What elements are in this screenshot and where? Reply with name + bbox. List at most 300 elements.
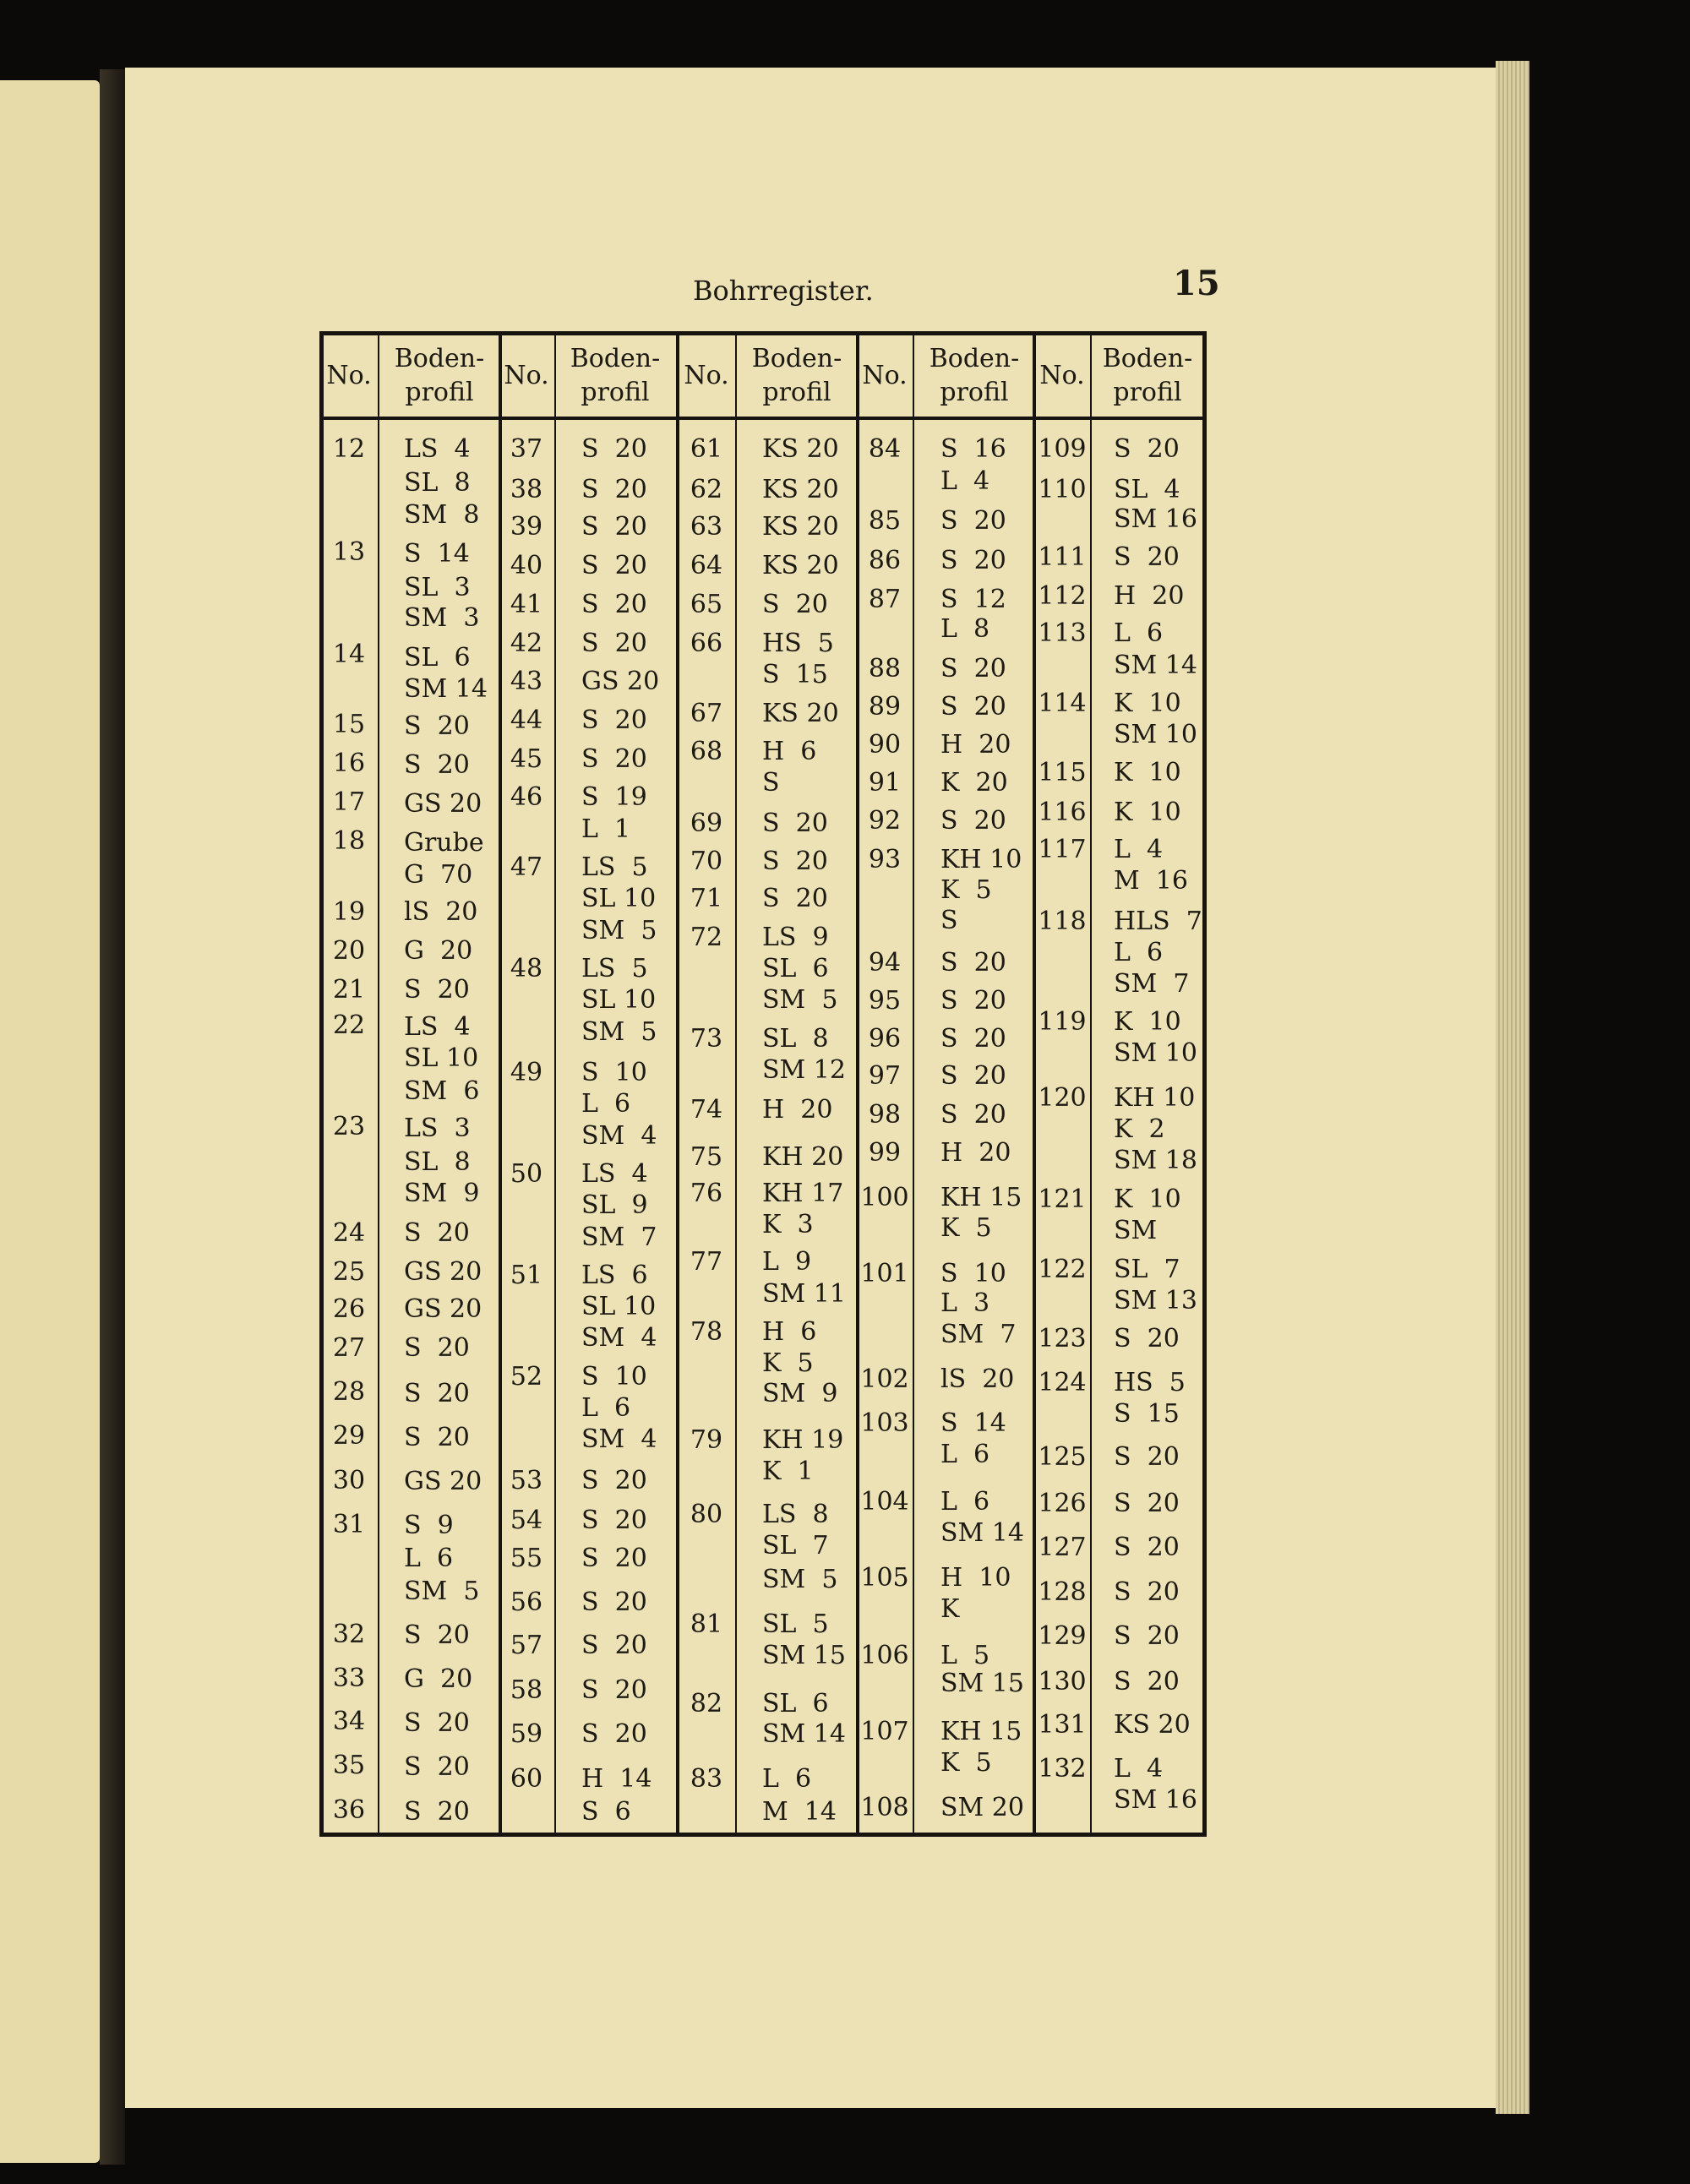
boden-profil-entry: S [940, 906, 958, 935]
bohr-number: 65 [690, 590, 723, 619]
boden-profil-entry: SM 15 [762, 1641, 846, 1670]
boden-profil-entry: K 1 [762, 1457, 814, 1486]
boden-profil-entry: S 20 [404, 711, 470, 741]
header-no: No. [862, 361, 908, 390]
boden-profil-entry: S 20 [1114, 434, 1180, 464]
boden-profil-entry: SM 5 [581, 916, 657, 945]
boden-profil-entry: K 10 [1114, 689, 1181, 718]
boden-profil-entry: L 5 [940, 1641, 990, 1670]
bohr-number: 120 [1038, 1083, 1087, 1113]
boden-profil-entry: LS 4 [404, 1012, 471, 1042]
bohr-number: 73 [690, 1024, 723, 1054]
bohr-number: 45 [510, 744, 543, 774]
bohr-number: 19 [332, 897, 366, 927]
boden-profil-entry: GS 20 [404, 789, 482, 819]
bohr-number: 43 [510, 667, 543, 696]
boden-profil-entry: LS 4 [581, 1159, 648, 1189]
bohr-number: 51 [510, 1261, 543, 1290]
boden-profil-entry: M 14 [762, 1797, 837, 1827]
bohr-number: 25 [332, 1257, 366, 1287]
boden-profil-entry: SM 4 [581, 1121, 657, 1151]
boden-profil-entry: S 20 [762, 847, 828, 876]
boden-profil-entry: SL 10 [404, 1043, 479, 1073]
boden-profil-entry: S 20 [404, 975, 470, 1005]
boden-profil-entry: K 10 [1114, 1185, 1181, 1214]
bohr-number: 17 [332, 787, 366, 817]
boden-profil-entry: SM 13 [1114, 1286, 1197, 1315]
boden-profil-entry: SL 6 [762, 1689, 829, 1718]
bohr-number: 78 [690, 1317, 723, 1347]
boden-profil-entry: H 6 [762, 737, 817, 766]
boden-profil-entry: SL 4 [1114, 475, 1180, 504]
bohr-number: 131 [1038, 1710, 1087, 1740]
boden-profil-entry: H 14 [581, 1764, 652, 1794]
boden-profil-entry: G 70 [404, 860, 473, 890]
boden-profil-entry: S 20 [404, 1752, 470, 1782]
bohr-number: 108 [860, 1793, 909, 1822]
bohr-number: 27 [332, 1333, 366, 1363]
boden-profil-entry: S 20 [940, 506, 1006, 536]
boden-profil-entry: K 5 [940, 1213, 992, 1243]
boden-profil-entry: SM 6 [404, 1076, 480, 1106]
boden-profil-entry: S 20 [1114, 542, 1180, 572]
boden-profil-entry: KS 20 [762, 434, 839, 464]
bohr-number: 132 [1038, 1754, 1087, 1784]
boden-profil-entry: SL 7 [1114, 1255, 1180, 1284]
boden-profil-entry: S 20 [581, 1544, 647, 1573]
boden-profil-entry: SL 9 [581, 1190, 648, 1220]
boden-profil-entry: S 20 [1114, 1621, 1180, 1651]
boden-profil-entry: S 20 [581, 705, 647, 735]
boden-profil-entry: K 3 [762, 1210, 814, 1239]
bohr-number: 42 [510, 629, 543, 658]
boden-profil-entry: S 20 [404, 1218, 470, 1248]
bohr-number: 82 [690, 1689, 723, 1718]
boden-profil-entry: S 14 [404, 539, 470, 569]
bohr-number: 117 [1038, 835, 1087, 864]
header-bodenprofil: Boden- profil [394, 344, 485, 407]
boden-profil-entry: H 6 [762, 1317, 817, 1347]
bohr-number: 46 [510, 782, 543, 812]
boden-profil-entry: SM 4 [581, 1424, 657, 1454]
bohr-number: 28 [332, 1377, 366, 1407]
boden-profil-entry: SL 6 [762, 954, 829, 983]
bohr-number: 18 [332, 826, 366, 856]
bohr-number: 119 [1038, 1007, 1087, 1037]
bohr-number: 37 [510, 434, 543, 464]
bohr-number: 113 [1038, 618, 1087, 648]
boden-profil-entry: L 8 [940, 614, 990, 644]
bohr-number: 47 [510, 852, 543, 882]
boden-profil-entry: S 20 [404, 1620, 470, 1650]
bohr-number: 100 [860, 1183, 909, 1212]
header-no: No. [684, 361, 729, 390]
header-no: No. [504, 361, 549, 390]
boden-profil-entry: SM 5 [762, 1565, 838, 1594]
bohr-number: 52 [510, 1362, 543, 1392]
boden-profil-entry: SM 7 [581, 1223, 657, 1252]
bohr-number: 41 [510, 590, 543, 619]
bohr-number: 75 [690, 1142, 723, 1172]
boden-profil-entry: HS 5 [762, 629, 834, 658]
boden-profil-entry: S 20 [581, 1506, 647, 1535]
bohr-number: 34 [332, 1707, 366, 1736]
boden-profil-entry: SM 7 [940, 1320, 1017, 1349]
bohr-number: 84 [868, 434, 902, 464]
boden-profil-entry: S 10 [581, 1362, 647, 1392]
bohr-number: 130 [1038, 1667, 1087, 1697]
boden-profil-entry: L 9 [762, 1247, 812, 1277]
boden-profil-entry: SM 12 [762, 1055, 846, 1085]
boden-profil-entry: S 20 [940, 1024, 1006, 1054]
boden-profil-entry: SL 3 [404, 573, 471, 602]
boden-profil-entry: SL 6 [404, 643, 471, 673]
boden-profil-entry: L 6 [940, 1487, 990, 1517]
page-edges [1496, 61, 1529, 2114]
boden-profil-entry: H 20 [940, 730, 1011, 760]
header-rule [319, 417, 1207, 420]
bohr-number: 91 [868, 768, 902, 798]
boden-profil-entry: KS 20 [762, 475, 839, 504]
bohr-number: 81 [690, 1609, 723, 1639]
bohr-number: 33 [332, 1664, 366, 1693]
boden-profil-entry: S 20 [1114, 1324, 1180, 1353]
bohr-number: 68 [690, 737, 723, 766]
boden-profil-entry: SL 10 [581, 884, 657, 913]
bohr-number: 76 [690, 1179, 723, 1208]
bohr-number: 16 [332, 749, 366, 778]
bohr-number: 127 [1038, 1533, 1087, 1562]
bohr-number: 86 [868, 546, 902, 575]
boden-profil-entry: SM 20 [940, 1793, 1024, 1822]
boden-profil-entry: S 20 [1114, 1667, 1180, 1697]
boden-profil-entry: SM 14 [404, 674, 488, 704]
boden-profil-entry: S 20 [1114, 1577, 1180, 1607]
boden-profil-entry: GS 20 [581, 667, 660, 696]
boden-profil-entry: S 9 [404, 1511, 454, 1540]
boden-profil-entry: K 5 [762, 1348, 814, 1378]
bohr-number: 80 [690, 1500, 723, 1529]
bohr-number: 96 [868, 1024, 902, 1054]
boden-profil-entry: S 10 [940, 1259, 1006, 1288]
boden-profil-entry: S 20 [1114, 1442, 1180, 1472]
bohr-number: 77 [690, 1247, 723, 1277]
left-page [0, 80, 100, 2163]
bohr-number: 14 [332, 640, 366, 669]
boden-profil-entry: HLS 7 [1114, 907, 1202, 936]
bohr-number: 57 [510, 1631, 543, 1660]
boden-profil-entry: SM 9 [404, 1179, 480, 1208]
bohr-number: 55 [510, 1544, 543, 1573]
boden-profil-entry: H 10 [940, 1563, 1011, 1593]
boden-profil-entry: LS 4 [404, 434, 471, 464]
bohr-number: 79 [690, 1425, 723, 1455]
boden-profil-entry: S 20 [404, 1708, 470, 1738]
column-rule [735, 334, 737, 1834]
header-bodenprofil: Boden- profil [570, 344, 661, 407]
bohr-number: 69 [690, 809, 723, 838]
boden-profil-entry: SM 5 [404, 1577, 480, 1606]
boden-profil-entry: S 20 [404, 1423, 470, 1452]
bohr-number: 22 [332, 1010, 366, 1040]
bohr-number: 101 [860, 1259, 909, 1288]
bohr-number: 60 [510, 1764, 543, 1794]
boden-profil-entry: S 20 [762, 809, 828, 838]
boden-profil-entry: SM 15 [940, 1669, 1024, 1698]
boden-profil-entry: S 20 [581, 1675, 647, 1705]
boden-profil-entry: SM 5 [762, 985, 838, 1015]
boden-profil-entry: K 10 [1114, 758, 1181, 787]
header-bodenprofil: Boden- profil [1102, 344, 1193, 407]
boden-profil-entry: KS 20 [762, 551, 839, 580]
bohr-number: 129 [1038, 1621, 1087, 1651]
boden-profil-entry: SL 10 [581, 1292, 657, 1321]
bohr-number: 97 [868, 1061, 902, 1091]
bohr-number: 48 [510, 954, 543, 983]
boden-profil-entry: S 15 [762, 660, 828, 689]
boden-profil-entry: GS 20 [404, 1294, 482, 1324]
running-head: Bohrregister. [693, 275, 874, 307]
boden-profil-entry: S 20 [404, 1333, 470, 1363]
book-gutter [100, 69, 125, 2165]
boden-profil-entry: S 19 [581, 782, 647, 812]
boden-profil-entry: SM 10 [1114, 1038, 1197, 1068]
bohr-number: 44 [510, 705, 543, 735]
column-rule [676, 334, 679, 1834]
boden-profil-entry: K 10 [1114, 798, 1181, 827]
bohr-number: 40 [510, 551, 543, 580]
boden-profil-entry: S 20 [581, 434, 647, 464]
boden-profil-entry: H 20 [762, 1095, 833, 1125]
boden-profil-entry: S 20 [581, 551, 647, 580]
bohr-number: 106 [860, 1641, 909, 1670]
boden-profil-entry: S 20 [404, 1797, 470, 1827]
bohr-number: 58 [510, 1675, 543, 1705]
bohr-number: 15 [332, 710, 366, 739]
bohr-number: 59 [510, 1719, 543, 1749]
boden-profil-entry: S 16 [940, 434, 1006, 464]
boden-profil-entry: L 6 [404, 1544, 454, 1573]
boden-profil-entry: L 6 [581, 1393, 631, 1423]
bohr-number: 103 [860, 1408, 909, 1438]
boden-profil-entry: LS 6 [581, 1261, 648, 1290]
bohr-number: 115 [1038, 758, 1087, 787]
boden-profil-entry: S 20 [940, 1100, 1006, 1130]
boden-profil-entry: KS 20 [762, 512, 839, 542]
bohr-number: 70 [690, 847, 723, 876]
bohr-number: 13 [332, 537, 366, 567]
bohr-number: 104 [860, 1487, 909, 1517]
bohr-number: 107 [860, 1717, 909, 1746]
boden-profil-entry: L 4 [940, 466, 990, 496]
boden-profil-entry: SM 5 [581, 1017, 657, 1047]
bohr-number: 122 [1038, 1255, 1087, 1284]
boden-profil-entry: L 6 [1114, 938, 1164, 967]
bohr-number: 64 [690, 551, 723, 580]
bohr-number: 98 [868, 1100, 902, 1130]
bohr-number: 89 [868, 692, 902, 722]
boden-profil-entry: GS 20 [404, 1257, 482, 1287]
boden-profil-entry: SM 3 [404, 603, 480, 633]
boden-profil-entry: LS 5 [581, 852, 648, 882]
bohr-number: 63 [690, 512, 723, 542]
boden-profil-entry: SM 4 [581, 1323, 657, 1353]
boden-profil-entry: SM 18 [1114, 1146, 1197, 1175]
boden-profil-entry: K [940, 1594, 960, 1624]
boden-profil-entry: K 5 [940, 875, 992, 905]
bohr-number: 95 [868, 986, 902, 1016]
boden-profil-entry: SM 16 [1114, 504, 1197, 534]
bohr-number: 21 [332, 975, 366, 1005]
bohr-number: 23 [332, 1112, 366, 1141]
bohr-number: 87 [868, 585, 902, 614]
boden-profil-entry: S 20 [581, 744, 647, 774]
boden-profil-entry: S 20 [1114, 1489, 1180, 1518]
bohr-number: 92 [868, 806, 902, 836]
boden-profil-entry: K 20 [940, 768, 1008, 798]
bohr-number: 38 [510, 475, 543, 504]
bohr-number: 12 [332, 434, 366, 464]
column-rule [913, 334, 914, 1834]
bohr-number: 93 [868, 845, 902, 874]
boden-profil-entry: L 6 [581, 1089, 631, 1119]
boden-profil-entry: KS 20 [762, 699, 839, 728]
bohr-number: 31 [332, 1510, 366, 1539]
bohr-number: 49 [510, 1058, 543, 1087]
bohr-number: 110 [1038, 475, 1087, 504]
bohr-number: 121 [1038, 1185, 1087, 1214]
boden-profil-entry: SM [1114, 1216, 1158, 1245]
boden-profil-entry: SM 11 [762, 1279, 846, 1309]
boden-profil-entry: S 20 [940, 986, 1006, 1016]
boden-profil-entry: H 20 [1114, 581, 1185, 611]
bohr-number: 99 [868, 1138, 902, 1168]
bohr-number: 125 [1038, 1442, 1087, 1472]
page-number: 15 [1173, 264, 1220, 303]
bohr-number: 53 [510, 1466, 543, 1495]
boden-profil-entry: lS 20 [940, 1364, 1015, 1394]
bohr-number: 54 [510, 1506, 543, 1535]
boden-profil-entry: L 3 [940, 1288, 990, 1318]
bohr-number: 126 [1038, 1489, 1087, 1518]
boden-profil-entry: LS 8 [762, 1500, 829, 1529]
boden-profil-entry: SL 7 [762, 1531, 829, 1560]
boden-profil-entry: S [762, 768, 780, 798]
boden-profil-entry: G 20 [404, 1664, 473, 1694]
boden-profil-entry: L 4 [1114, 1754, 1164, 1784]
boden-profil-entry: Grube [404, 828, 484, 858]
boden-profil-entry: SM 14 [1114, 651, 1197, 680]
boden-profil-entry: KH 10 [940, 845, 1022, 874]
boden-profil-entry: S 20 [581, 512, 647, 542]
header-bodenprofil: Boden- profil [751, 344, 842, 407]
bohr-number: 128 [1038, 1577, 1087, 1607]
boden-profil-entry: S 20 [404, 750, 470, 780]
boden-profil-entry: S 20 [762, 884, 828, 913]
bohr-number: 29 [332, 1421, 366, 1451]
boden-profil-entry: L 6 [1114, 618, 1164, 648]
boden-profil-entry: S 20 [940, 1061, 1006, 1091]
boden-profil-entry: lS 20 [404, 897, 478, 927]
bohr-number: 114 [1038, 689, 1087, 718]
boden-profil-entry: SL 8 [404, 468, 471, 498]
bohr-number: 109 [1038, 434, 1087, 464]
boden-profil-entry: SL 8 [762, 1024, 829, 1054]
bohr-number: 123 [1038, 1324, 1087, 1353]
boden-profil-entry: M 16 [1114, 866, 1188, 896]
boden-profil-entry: HS 5 [1114, 1368, 1186, 1397]
boden-profil-entry: K 10 [1114, 1007, 1181, 1037]
column-rule [1033, 334, 1036, 1834]
boden-profil-entry: LS 9 [762, 923, 829, 952]
bohr-number: 20 [332, 936, 366, 966]
boden-profil-entry: S 20 [940, 654, 1006, 684]
boden-profil-entry: SL 5 [762, 1609, 829, 1639]
bohr-number: 111 [1038, 542, 1087, 572]
boden-profil-entry: KH 15 [940, 1183, 1022, 1212]
boden-profil-entry: S 20 [581, 1588, 647, 1617]
bohr-number: 116 [1038, 798, 1087, 827]
boden-profil-entry: SM 9 [762, 1379, 838, 1408]
bohr-number: 83 [690, 1764, 723, 1794]
header-bodenprofil: Boden- profil [929, 344, 1020, 407]
bohr-number: 90 [868, 730, 902, 760]
bohr-number: 32 [332, 1620, 366, 1649]
boden-profil-entry: L 6 [940, 1440, 990, 1469]
boden-profil-entry: KH 15 [940, 1717, 1022, 1746]
boden-profil-entry: S 20 [581, 629, 647, 658]
bohr-number: 39 [510, 512, 543, 542]
boden-profil-entry: K 2 [1114, 1114, 1165, 1144]
boden-profil-entry: S 20 [581, 475, 647, 504]
boden-profil-entry: KH 20 [762, 1142, 844, 1172]
bohr-number: 88 [868, 654, 902, 684]
bohr-number: 36 [332, 1795, 366, 1825]
boden-profil-entry: S 10 [581, 1058, 647, 1087]
boden-profil-entry: KH 17 [762, 1179, 844, 1208]
boden-profil-entry: G 20 [404, 936, 473, 966]
column-rule [554, 334, 556, 1834]
header-no: No. [1039, 361, 1085, 390]
boden-profil-entry: L 1 [581, 814, 631, 844]
boden-profil-entry: S 20 [404, 1379, 470, 1408]
bohr-number: 124 [1038, 1368, 1087, 1397]
boden-profil-entry: S 12 [940, 585, 1006, 614]
boden-profil-entry: L 6 [762, 1764, 812, 1794]
bohr-number: 118 [1038, 907, 1087, 936]
boden-profil-entry: SM 16 [1114, 1785, 1197, 1815]
bohr-number: 30 [332, 1466, 366, 1495]
boden-profil-entry: SM 10 [1114, 720, 1197, 749]
bohr-number: 56 [510, 1588, 543, 1617]
bohr-number: 61 [690, 434, 723, 464]
boden-profil-entry: SM 8 [404, 500, 480, 530]
header-no: No. [326, 361, 372, 390]
boden-profil-entry: S 14 [940, 1408, 1006, 1438]
boden-profil-entry: SL 8 [404, 1147, 471, 1177]
boden-profil-entry: S 20 [581, 1719, 647, 1749]
bohr-number: 72 [690, 923, 723, 952]
boden-profil-entry: SL 10 [581, 985, 657, 1015]
bohr-number: 71 [690, 884, 723, 913]
boden-profil-entry: S 20 [940, 806, 1006, 836]
boden-profil-entry: SM 14 [762, 1719, 846, 1749]
bohr-number: 94 [868, 948, 902, 978]
boden-profil-entry: SM 7 [1114, 969, 1190, 999]
boden-profil-entry: SM 14 [940, 1518, 1024, 1548]
boden-profil-entry: S 6 [581, 1797, 631, 1827]
boden-profil-entry: S 20 [762, 590, 828, 619]
